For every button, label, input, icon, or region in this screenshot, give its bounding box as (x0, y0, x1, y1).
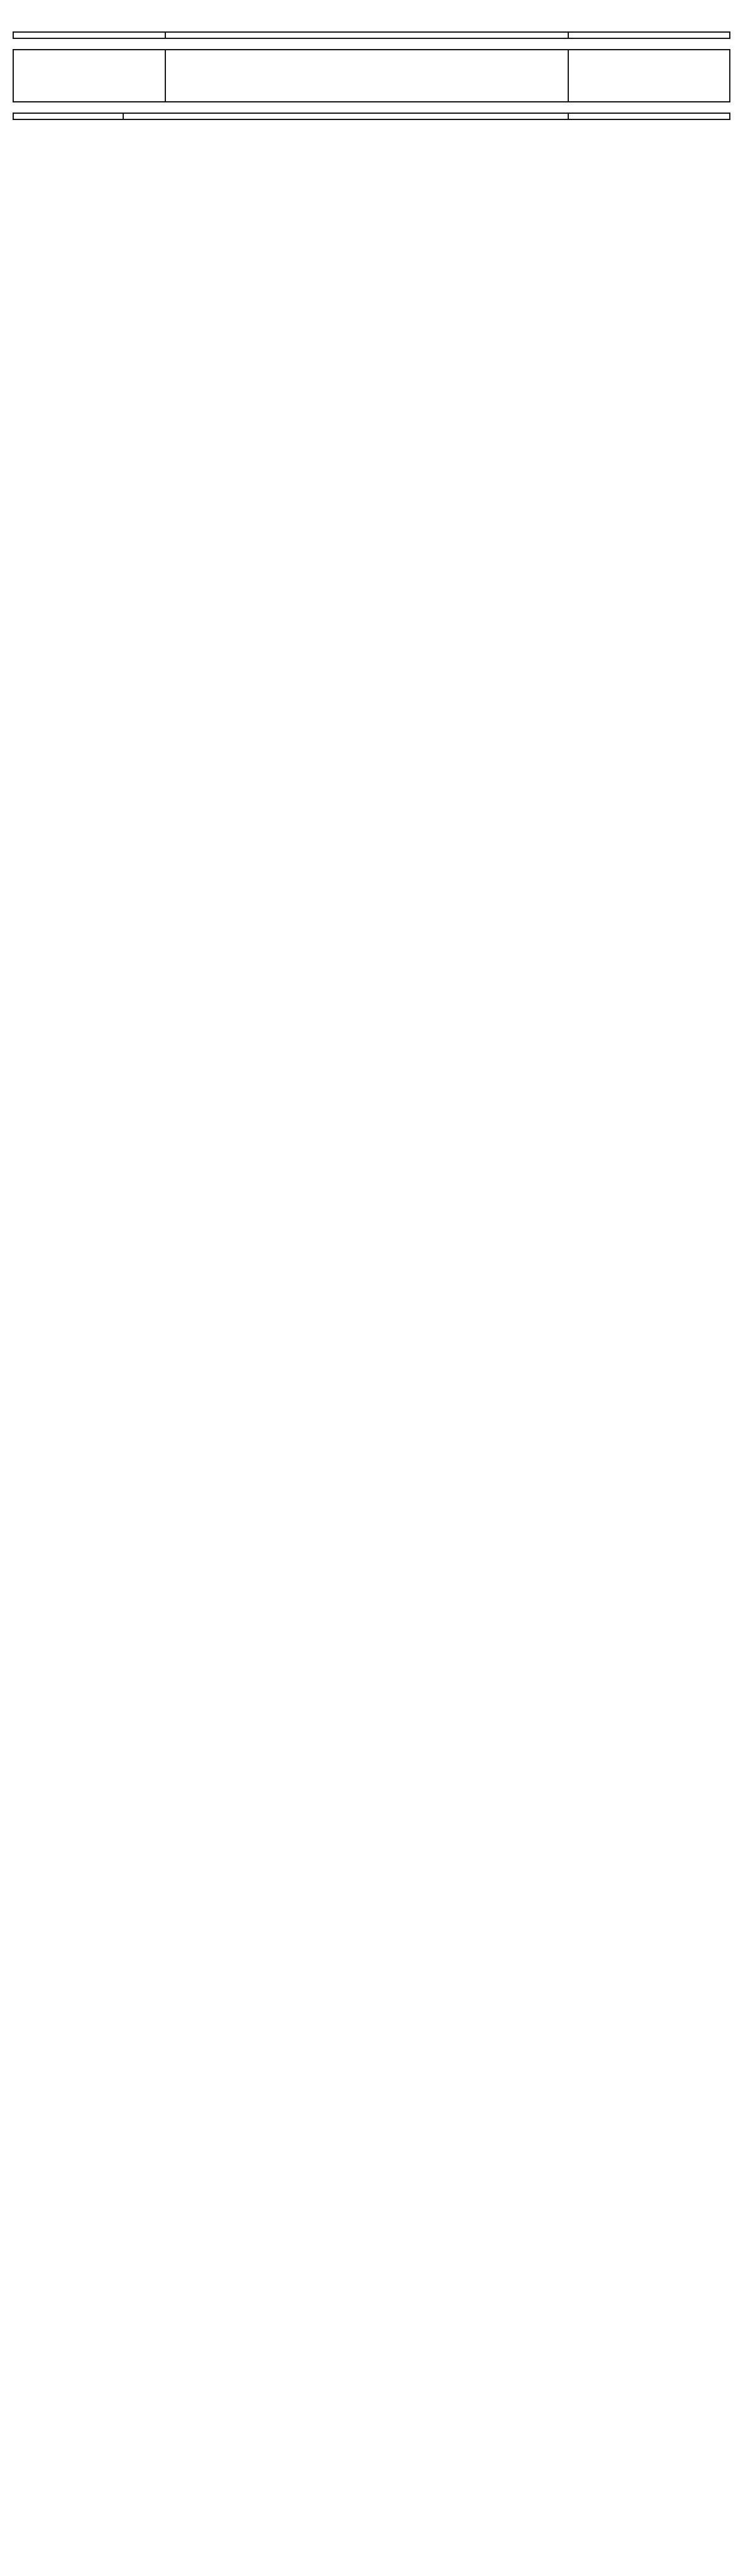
violator-name-header (123, 113, 568, 119)
name-header (165, 50, 568, 102)
objection-result-header (13, 113, 123, 119)
collection-table (13, 49, 730, 102)
claims-table (13, 31, 730, 39)
amount-header (13, 32, 165, 38)
file-number-header (568, 32, 730, 38)
file-number-header (568, 113, 730, 119)
amount-header (13, 50, 165, 102)
document-content (0, 0, 743, 140)
name-header (165, 32, 568, 38)
table-header-row (13, 50, 730, 102)
minister-decisions-table (13, 113, 730, 120)
file-number-header (568, 50, 730, 102)
table-header-row (13, 113, 730, 119)
table-header-row (13, 32, 730, 38)
